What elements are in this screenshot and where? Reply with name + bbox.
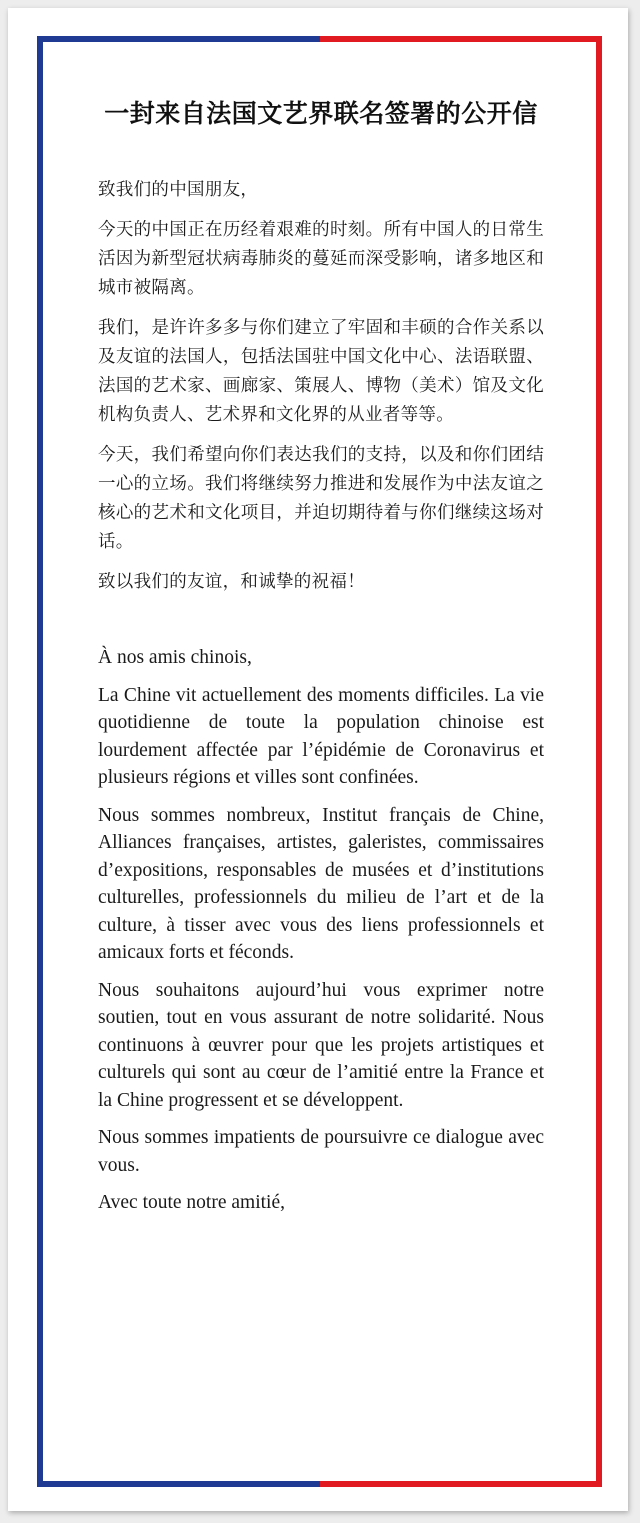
- french-paragraph-4: Nous sommes impatients de poursuivre ce dialogue avec vous.: [98, 1127, 544, 1176]
- frame-right-red: [596, 36, 602, 1487]
- french-salutation: À nos amis chinois,: [98, 647, 252, 668]
- frame-top-blue: [37, 36, 320, 42]
- french-paragraph-2: Nous sommes nombreux, Institut français de Chine, Alliances françaises, artistes, galeristes, commissaires d’expositions, responsables de musées et d’institutions culturelles, professionnels du milieu de l’art et de la culture, à tisser avec vous des liens professionnels et amicaux forts et féconds.: [98, 804, 544, 963]
- chinese-closing: 致以我们的友谊，和诚挚的祝福！: [98, 572, 365, 592]
- letter-title: 一封来自法国文艺界联名签署的公开信: [104, 99, 538, 128]
- frame-left-blue: [37, 36, 43, 1487]
- letter-content: [98, 84, 544, 1227]
- chinese-paragraph-1: 今天的中国正在历经着艰难的时刻。所有中国人的日常生活因为新型冠状病毒肺炎的蔓延而深受影响，诸多地区和城市被隔离。: [98, 220, 544, 298]
- frame-bottom-red: [320, 1481, 602, 1487]
- chinese-paragraph-2: 我们，是许许多多与你们建立了牢固和丰硕的合作关系以及友谊的法国人，包括法国驻中国文化中心、法语联盟、法国的艺术家、画廊家、策展人、博物（美术）馆及文化机构负责人、艺术界和文化界的从业者等等。: [98, 318, 544, 425]
- chinese-paragraph-3: 今天，我们希望向你们表达我们的支持，以及和你们团结一心的立场。我们将继续努力推进和发展作为中法友谊之核心的艺术和文化项目，并迫切期待着与你们继续这场对话。: [98, 445, 544, 552]
- chinese-salutation: 致我们的中国朋友，: [98, 180, 259, 200]
- french-paragraph-1: La Chine vit actuellement des moments difficiles. La vie quotidienne de toute la population chinoise est lourdement affectée par l’épidémie de Coronavirus et plusieurs régions et villes sont confinées.: [98, 684, 544, 788]
- section-gap: [98, 608, 544, 644]
- french-closing: Avec toute notre amitié,: [98, 1192, 285, 1213]
- frame-top-red: [320, 36, 602, 42]
- french-paragraph-3: Nous souhaitons aujourd’hui vous exprimer notre soutien, tout en vous assurant de notre solidarité. Nous continuons à œuvrer pour que les projets artistiques et culturels qui sont au cœur de l’amitié entre la France et la Chine progressent et se développent.: [98, 979, 544, 1111]
- frame-bottom-blue: [37, 1481, 320, 1487]
